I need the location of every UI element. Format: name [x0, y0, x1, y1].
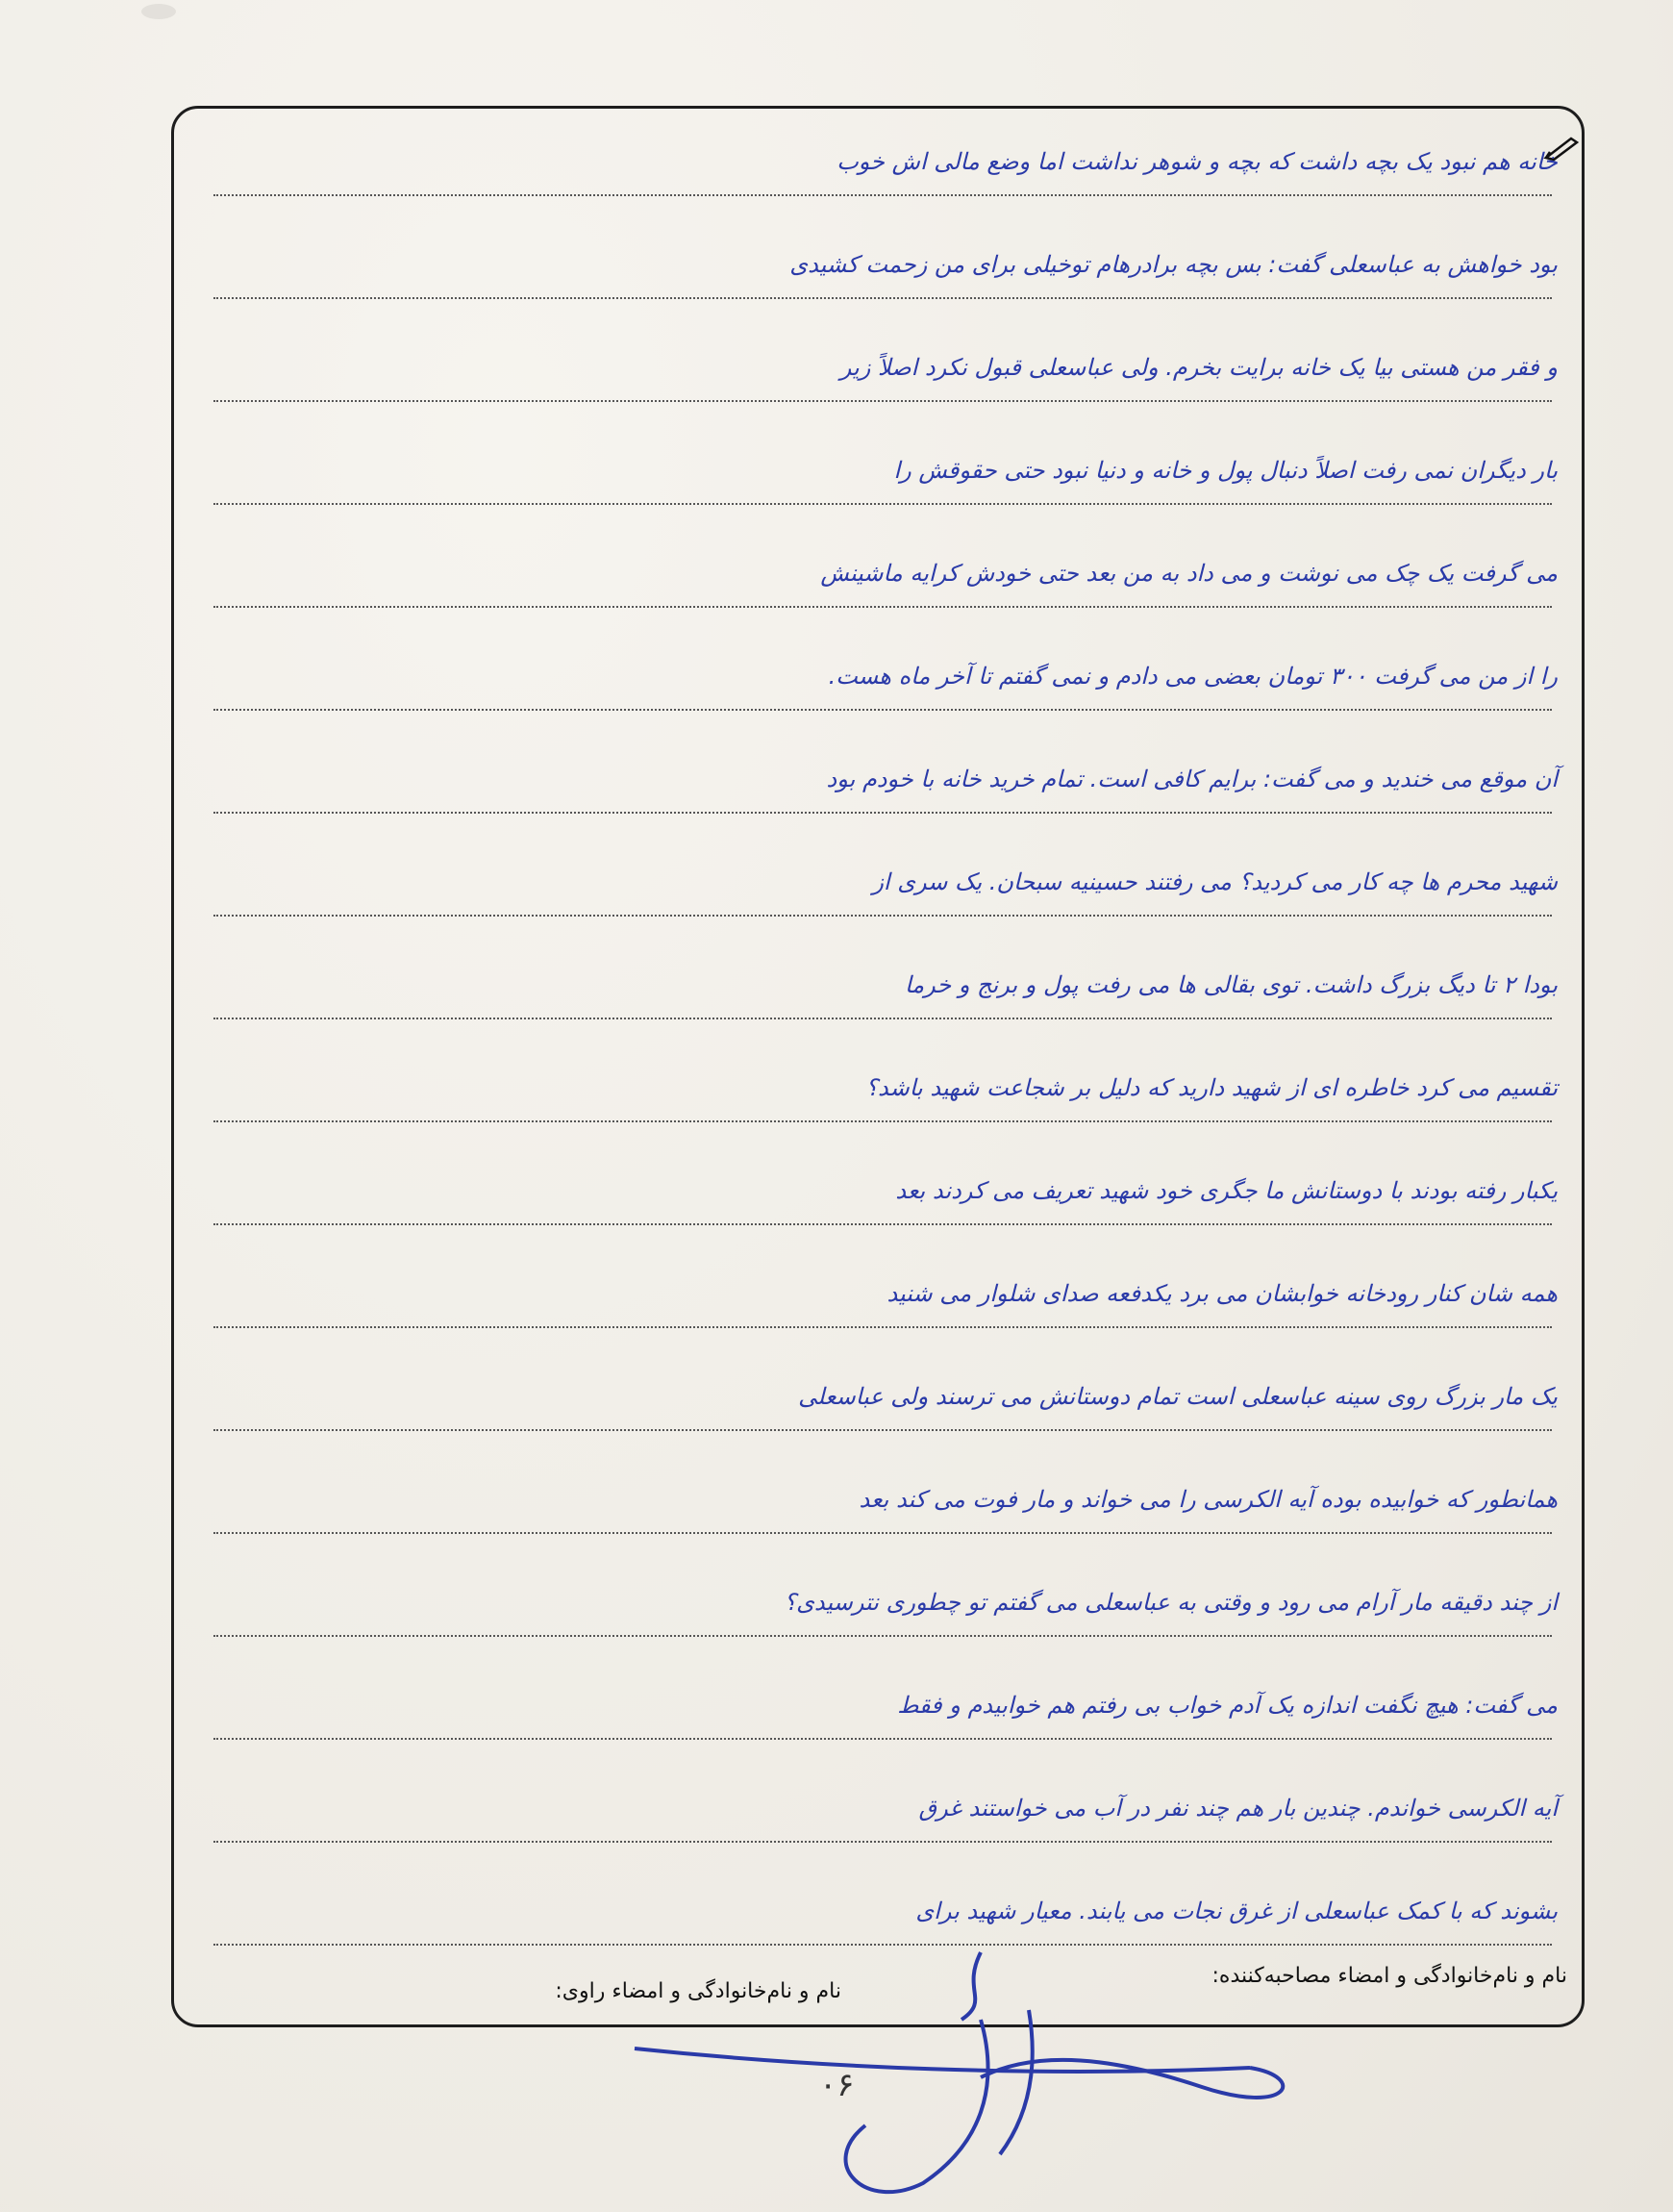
handwritten-line: یکبار رفته بودند با دوستانش ما جگری خود شهید تعریف می کردند بعد: [895, 1177, 1558, 1204]
handwritten-line: از چند دقیقه مار آرام می رود و وقتی به عباسعلی می گفتم تو چطوری نترسیدی؟: [784, 1589, 1558, 1616]
handwritten-line: خانه هم نبود یک بچه داشت که بچه و شوهر نداشت اما وضع مالی اش خوب: [836, 148, 1558, 175]
handwritten-line: و فقر من هستی بیا یک خانه برایت بخرم. ولی عباسعلی قبول نکرد اصلاً زیر: [839, 354, 1558, 381]
handwritten-line: بشوند که با کمک عباسعلی از غرق نجات می یابند. معیار شهید برای: [915, 1898, 1558, 1924]
handwritten-line: را از من می گرفت ۳۰۰ تومان بعضی می دادم و نمی گفتم تا آخر ماه هست.: [828, 663, 1558, 690]
ruled-line: [213, 915, 1552, 917]
handwritten-line: آن موقع می خندید و می گفت: برایم کافی است. تمام خرید خانه با خودم بود: [826, 766, 1558, 792]
narrator-signature-label: نام و نام‌خانوادگی و امضاء راوی:: [555, 1979, 841, 2003]
handwritten-line: همانطور که خوابیده بوده آیه الکرسی را می خواند و مار فوت می کند بعد: [859, 1486, 1558, 1513]
page-number: ۰۶: [819, 2066, 855, 2104]
ruled-line: [213, 709, 1552, 711]
ruled-line: [213, 194, 1552, 196]
handwritten-line: بار دیگران نمی رفت اصلاً دنبال پول و خانه و دنیا نبود حتی حقوقش را: [893, 457, 1558, 484]
ruled-line: [213, 1018, 1552, 1019]
handwritten-line: آیه الکرسی خواندم. چندین بار هم چند نفر در آب می خواستند غرق: [918, 1795, 1558, 1822]
ruled-line: [213, 606, 1552, 608]
handwritten-signature: [577, 1933, 1308, 2212]
handwritten-line: بود خواهش به عباسعلی گفت: بس بچه برادرهام توخیلی برای من زحمت کشیدی: [789, 251, 1558, 278]
handwritten-line: می گرفت یک چک می نوشت و می داد به من بعد حتی خودش کرایه ماشینش: [820, 560, 1558, 587]
handwritten-line: شهید محرم ها چه کار می کردید؟ می رفتند حسینیه سبحان. یک سری از: [872, 868, 1558, 895]
ruled-line: [213, 1326, 1552, 1328]
handwritten-line: بودا ۲ تا دیگ بزرگ داشت. توی بقالی ها می رفت پول و برنج و خرما: [904, 971, 1558, 998]
handwritten-line: همه شان کنار رودخانه خوابشان می برد یکدفعه صدای شلوار می شنید: [886, 1280, 1558, 1307]
ruled-line: [213, 1635, 1552, 1637]
ruled-line: [213, 503, 1552, 505]
ruled-line: [213, 1738, 1552, 1740]
ruled-line: [213, 297, 1552, 299]
ruled-line: [213, 1120, 1552, 1122]
handwritten-line: یک مار بزرگ روی سینه عباسعلی است تمام دوستانش می ترسند ولی عباسعلی: [798, 1383, 1558, 1410]
ruled-line: [213, 1429, 1552, 1431]
ruled-line: [213, 1532, 1552, 1534]
handwritten-line: تقسیم می کرد خاطره ای از شهید دارید که دلیل بر شجاعت شهید باشد؟: [865, 1074, 1558, 1101]
paper-smudge: [135, 0, 192, 29]
interviewer-signature-label: نام و نام‌خانوادگی و امضاء مصاحبه‌کننده:: [1211, 1964, 1567, 1988]
ruled-line: [213, 400, 1552, 402]
ruled-line: [213, 1841, 1552, 1843]
handwritten-line: می گفت: هیچ نگفت اندازه یک آدم خواب بی رفتم هم خوابیدم و فقط: [897, 1692, 1558, 1719]
ruled-line: [213, 1223, 1552, 1225]
ruled-line: [213, 812, 1552, 814]
